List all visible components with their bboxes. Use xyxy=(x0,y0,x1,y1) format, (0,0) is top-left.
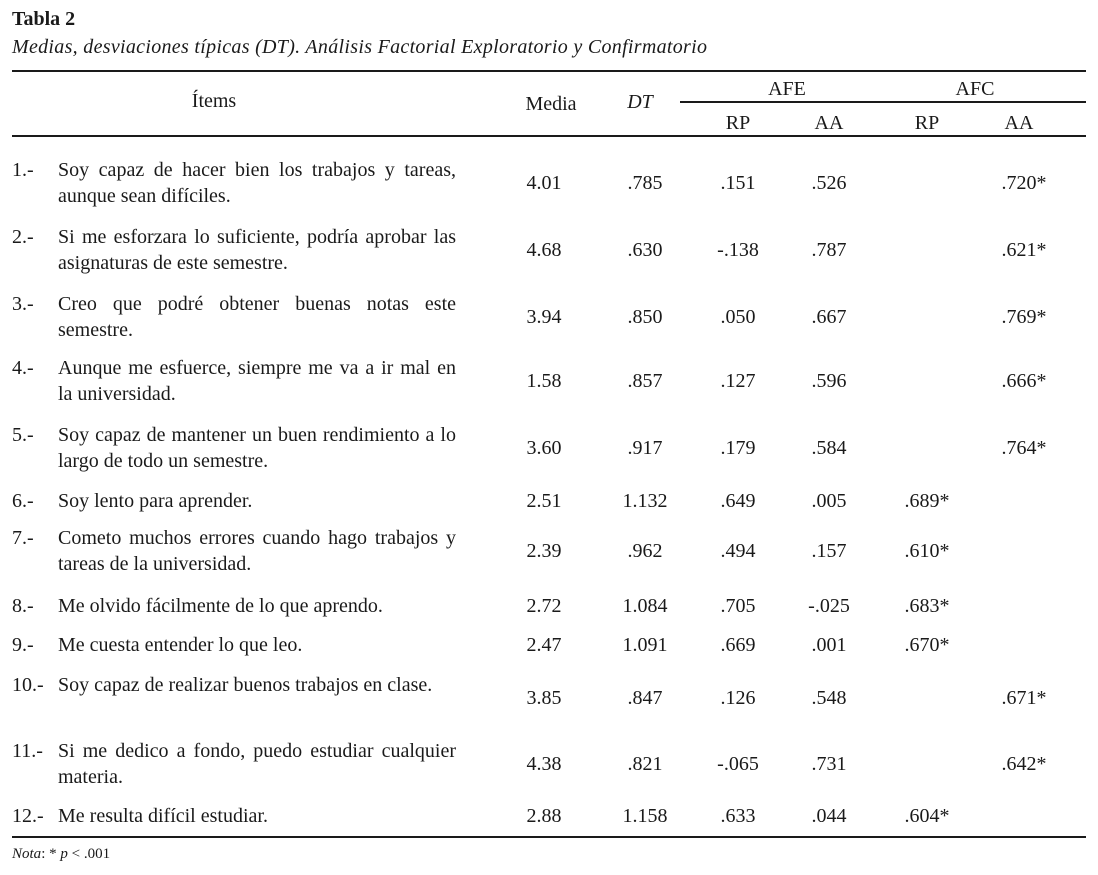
table-row xyxy=(0,422,1098,474)
bottom-rule xyxy=(12,836,1086,838)
cell-afe-rp: .705 xyxy=(720,595,756,617)
table-row xyxy=(0,157,1098,209)
cell-media: 4.01 xyxy=(526,172,562,194)
header-afe-rp: RP xyxy=(725,112,751,134)
cell-afe-aa: .001 xyxy=(811,634,847,656)
item-number: 1.- xyxy=(12,159,34,181)
cell-afe-aa: .584 xyxy=(811,437,847,459)
header-afc-aa: AA xyxy=(1004,112,1034,134)
table-subtitle: Medias, desviaciones típicas (DT). Análisis Factorial Exploratorio y Confirmatorio xyxy=(12,36,708,58)
item-text: Soy lento para aprender. xyxy=(58,490,253,512)
cell-afc-aa: .671* xyxy=(1001,687,1047,709)
table-row xyxy=(0,525,1098,577)
header-afc: AFC xyxy=(955,78,995,100)
item-text: Me cuesta entender lo que leo. xyxy=(58,634,303,656)
cell-dt: .821 xyxy=(627,753,663,775)
header-afc-rp: RP xyxy=(914,112,940,134)
item-text: Me resulta difícil estudiar. xyxy=(58,805,268,827)
table-row xyxy=(0,355,1098,407)
cell-afc-aa: .666* xyxy=(1001,370,1047,392)
cell-afc-aa: .769* xyxy=(1001,306,1047,328)
item-text: Soy capaz de hacer bien los trabajos y tareas, aunque sean difíciles. xyxy=(58,159,456,207)
item-text: Soy capaz de mantener un buen rendimiento a lo largo de todo un semestre. xyxy=(58,424,456,472)
table-title: Tabla 2 xyxy=(12,8,76,30)
cell-afe-rp: .669 xyxy=(720,634,756,656)
item-text: Me olvido fácilmente de lo que aprendo. xyxy=(58,595,383,617)
cell-afe-aa: .548 xyxy=(811,687,847,709)
cell-afe-aa: .787 xyxy=(811,239,847,261)
cell-afe-rp: .126 xyxy=(720,687,756,709)
table-row xyxy=(0,672,1098,724)
cell-media: 3.60 xyxy=(526,437,562,459)
cell-dt: 1.132 xyxy=(622,490,668,512)
cell-media: 3.94 xyxy=(526,306,562,328)
note-separator: : * xyxy=(41,846,61,862)
cell-afe-rp: .151 xyxy=(720,172,756,194)
item-number: 6.- xyxy=(12,490,34,512)
table-row xyxy=(0,224,1098,276)
item-number: 12.- xyxy=(12,805,44,827)
cell-afc-aa: .720* xyxy=(1001,172,1047,194)
table-row xyxy=(0,291,1098,343)
table-note xyxy=(12,844,110,864)
cell-dt: 1.158 xyxy=(622,805,668,827)
table-row xyxy=(0,488,1098,514)
item-number: 4.- xyxy=(12,357,34,379)
cell-afc-rp: .604* xyxy=(904,805,950,827)
cell-dt: .785 xyxy=(627,172,663,194)
cell-media: 4.68 xyxy=(526,239,562,261)
cell-afe-rp: .649 xyxy=(720,490,756,512)
item-number: 8.- xyxy=(12,595,34,617)
cell-afc-aa: .642* xyxy=(1001,753,1047,775)
item-text: Cometo muchos errores cuando hago trabajos y tareas de la universidad. xyxy=(58,527,456,575)
table-row xyxy=(0,593,1098,619)
cell-media: 2.72 xyxy=(526,595,562,617)
cell-afe-rp: .633 xyxy=(720,805,756,827)
cell-afe-aa: .667 xyxy=(811,306,847,328)
cell-afe-rp: -.065 xyxy=(717,753,759,775)
cell-afc-aa: .621* xyxy=(1001,239,1047,261)
item-text: Si me esforzara lo suficiente, podría aprobar las asignaturas de este semestre. xyxy=(58,226,456,274)
item-number: 3.- xyxy=(12,293,34,315)
cell-dt: .630 xyxy=(627,239,663,261)
header-afe: AFE xyxy=(768,78,806,100)
item-text: Creo que podré obtener buenas notas este semestre. xyxy=(58,293,456,341)
cell-afc-rp: .610* xyxy=(904,540,950,562)
cell-dt: 1.084 xyxy=(622,595,668,617)
cell-afc-rp: .683* xyxy=(904,595,950,617)
cell-afe-aa: .731 xyxy=(811,753,847,775)
top-rule xyxy=(12,70,1086,72)
item-number: 10.- xyxy=(12,674,44,696)
cell-dt: .850 xyxy=(627,306,663,328)
note-p: p xyxy=(60,846,68,862)
cell-media: 2.88 xyxy=(526,805,562,827)
cell-media: 3.85 xyxy=(526,687,562,709)
item-text: Aunque me esfuerce, siempre me va a ir mal en la universidad. xyxy=(58,357,456,405)
cell-media: 2.51 xyxy=(526,490,562,512)
cell-media: 4.38 xyxy=(526,753,562,775)
item-number: 9.- xyxy=(12,634,34,656)
item-text: Si me dedico a fondo, puedo estudiar cualquier materia. xyxy=(58,740,456,788)
cell-afc-aa: .764* xyxy=(1001,437,1047,459)
group-header-rule xyxy=(680,101,1086,103)
cell-dt: 1.091 xyxy=(622,634,668,656)
cell-afe-aa: .044 xyxy=(811,805,847,827)
cell-dt: .917 xyxy=(627,437,663,459)
item-number: 7.- xyxy=(12,527,34,549)
cell-afe-aa: .157 xyxy=(811,540,847,562)
cell-dt: .962 xyxy=(627,540,663,562)
cell-afe-rp: .050 xyxy=(720,306,756,328)
item-number: 2.- xyxy=(12,226,34,248)
cell-media: 2.47 xyxy=(526,634,562,656)
cell-afc-rp: .670* xyxy=(904,634,950,656)
cell-afe-rp: -.138 xyxy=(717,239,759,261)
cell-dt: .857 xyxy=(627,370,663,392)
table-row xyxy=(0,803,1098,829)
header-afe-aa: AA xyxy=(814,112,844,134)
note-label: Nota xyxy=(12,846,42,862)
cell-afe-rp: .494 xyxy=(720,540,756,562)
header-bottom-rule xyxy=(12,135,1086,137)
header-items: Ítems xyxy=(191,90,237,112)
header-dt: DT xyxy=(627,91,653,113)
note-rest: < .001 xyxy=(67,846,111,862)
table-row xyxy=(0,738,1098,790)
cell-afe-rp: .127 xyxy=(720,370,756,392)
cell-media: 2.39 xyxy=(526,540,562,562)
header-media: Media xyxy=(525,93,577,115)
cell-afe-aa: .596 xyxy=(811,370,847,392)
item-number: 5.- xyxy=(12,424,34,446)
cell-afe-rp: .179 xyxy=(720,437,756,459)
cell-afe-aa: .526 xyxy=(811,172,847,194)
cell-dt: .847 xyxy=(627,687,663,709)
cell-afe-aa: .005 xyxy=(811,490,847,512)
table-row xyxy=(0,632,1098,658)
item-number: 11.- xyxy=(12,740,43,762)
cell-afe-aa: -.025 xyxy=(808,595,850,617)
item-text: Soy capaz de realizar buenos trabajos en clase. xyxy=(58,674,433,696)
cell-media: 1.58 xyxy=(526,370,562,392)
cell-afc-rp: .689* xyxy=(904,490,950,512)
